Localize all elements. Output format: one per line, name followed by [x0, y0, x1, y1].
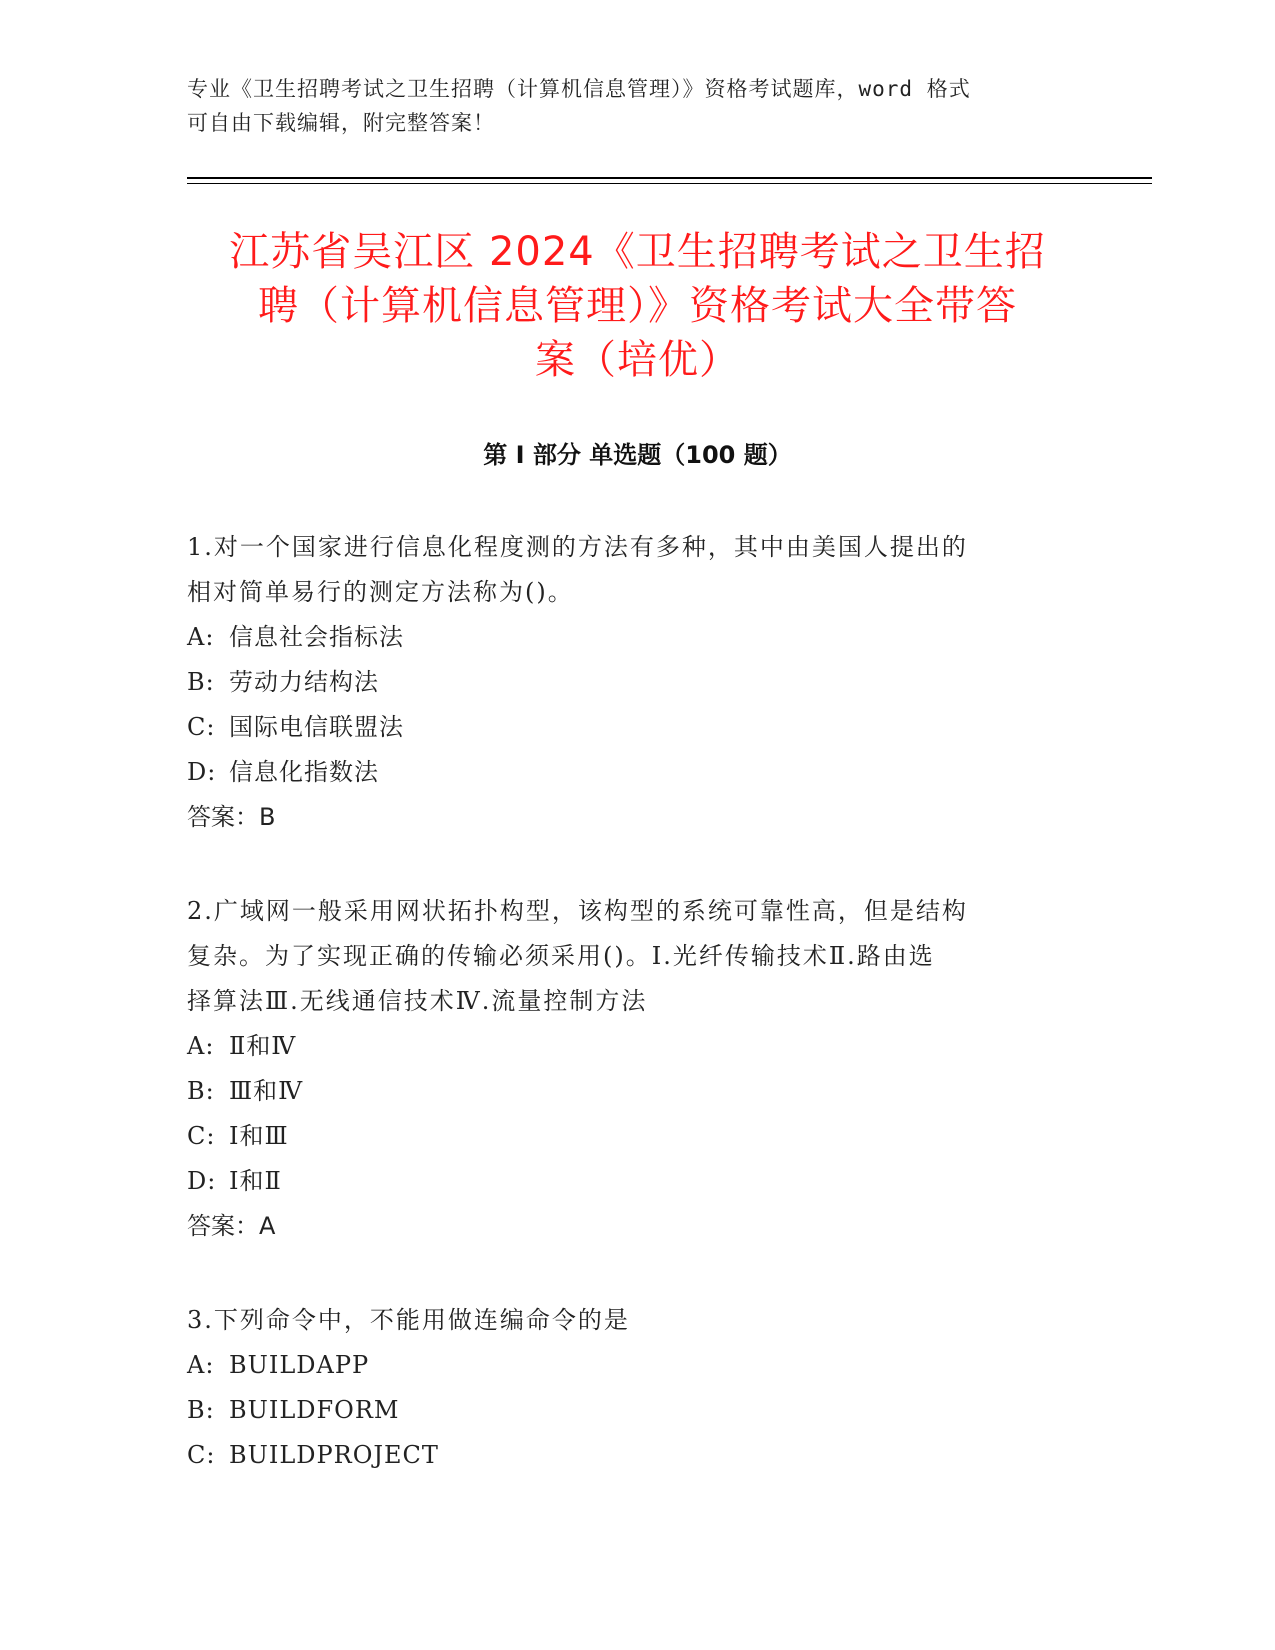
- option-d: [187, 1159, 1067, 1204]
- option-c: [187, 705, 1067, 750]
- header-rule-thin: [187, 183, 1152, 184]
- answer-line: [187, 795, 1067, 840]
- option-b: [187, 1069, 1067, 1114]
- option-label: D:: [187, 1167, 217, 1195]
- option-label: B:: [187, 1396, 215, 1424]
- option-text: 国际电信联盟法: [229, 713, 404, 741]
- answer-line: [187, 1204, 1067, 1249]
- question-stem-line: 择算法Ⅲ.无线通信技术Ⅳ.流量控制方法: [187, 987, 648, 1015]
- answer-value: B: [259, 803, 276, 831]
- option-text: 信息化指数法: [229, 758, 379, 786]
- option-text: BUILDAPP: [229, 1351, 370, 1379]
- option-text: Ⅰ和Ⅱ: [229, 1167, 282, 1195]
- option-d: [187, 750, 1067, 795]
- option-text: Ⅱ和Ⅳ: [229, 1032, 297, 1060]
- answer-label: 答案：: [187, 803, 259, 831]
- question-list: [187, 525, 1067, 1527]
- option-text: Ⅲ和Ⅳ: [229, 1077, 304, 1105]
- section-heading: 第 I 部分 单选题（100 题）: [483, 441, 792, 469]
- option-label: C:: [187, 1441, 216, 1469]
- option-text: 劳动力结构法: [229, 668, 379, 696]
- question-stem-line: 复杂。为了实现正确的传输必须采用()。Ⅰ.光纤传输技术Ⅱ.路由选: [187, 942, 935, 970]
- option-c: [187, 1433, 1067, 1478]
- option-c: [187, 1114, 1067, 1159]
- option-label: C:: [187, 713, 216, 741]
- option-text: 信息社会指标法: [229, 623, 404, 651]
- question-stem-line: 3.下列命令中，不能用做连编命令的是: [187, 1306, 630, 1334]
- question-item: [187, 1298, 1067, 1478]
- document-title: [180, 225, 1095, 387]
- option-label: A:: [187, 623, 215, 651]
- option-b: [187, 660, 1067, 705]
- title-line: 聘（计算机信息管理）》资格考试大全带答: [258, 283, 1017, 329]
- header-note: [187, 72, 1067, 140]
- question-stem-line: 2.广域网一般采用网状拓扑构型，该构型的系统可靠性高，但是结构: [187, 897, 968, 925]
- option-a: [187, 1024, 1067, 1069]
- question-stem-line: 相对简单易行的测定方法称为()。: [187, 578, 574, 606]
- title-line: 案（培优）: [535, 337, 740, 383]
- header-rule-thick: [187, 177, 1152, 179]
- question-item: [187, 889, 1067, 1249]
- option-label: D:: [187, 758, 217, 786]
- question-item: [187, 525, 1067, 840]
- option-label: B:: [187, 1077, 215, 1105]
- answer-value: A: [259, 1212, 276, 1240]
- option-label: B:: [187, 668, 215, 696]
- option-text: BUILDFORM: [229, 1396, 400, 1424]
- option-label: C:: [187, 1122, 216, 1150]
- answer-label: 答案：: [187, 1212, 259, 1240]
- option-a: [187, 615, 1067, 660]
- option-text: Ⅰ和Ⅲ: [229, 1122, 289, 1150]
- header-note-line: 可自由下载编辑，附完整答案！: [187, 111, 495, 135]
- option-label: A:: [187, 1032, 215, 1060]
- title-line: 江苏省吴江区 2024《卫生招聘考试之卫生招: [229, 229, 1046, 275]
- question-stem-line: 1.对一个国家进行信息化程度测的方法有多种，其中由美国人提出的: [187, 533, 968, 561]
- option-label: A:: [187, 1351, 215, 1379]
- option-a: [187, 1343, 1067, 1388]
- option-text: BUILDPROJECT: [229, 1441, 439, 1469]
- option-b: [187, 1388, 1067, 1433]
- header-note-line: 专业《卫生招聘考试之卫生招聘（计算机信息管理）》资格考试题库，word 格式: [187, 77, 971, 101]
